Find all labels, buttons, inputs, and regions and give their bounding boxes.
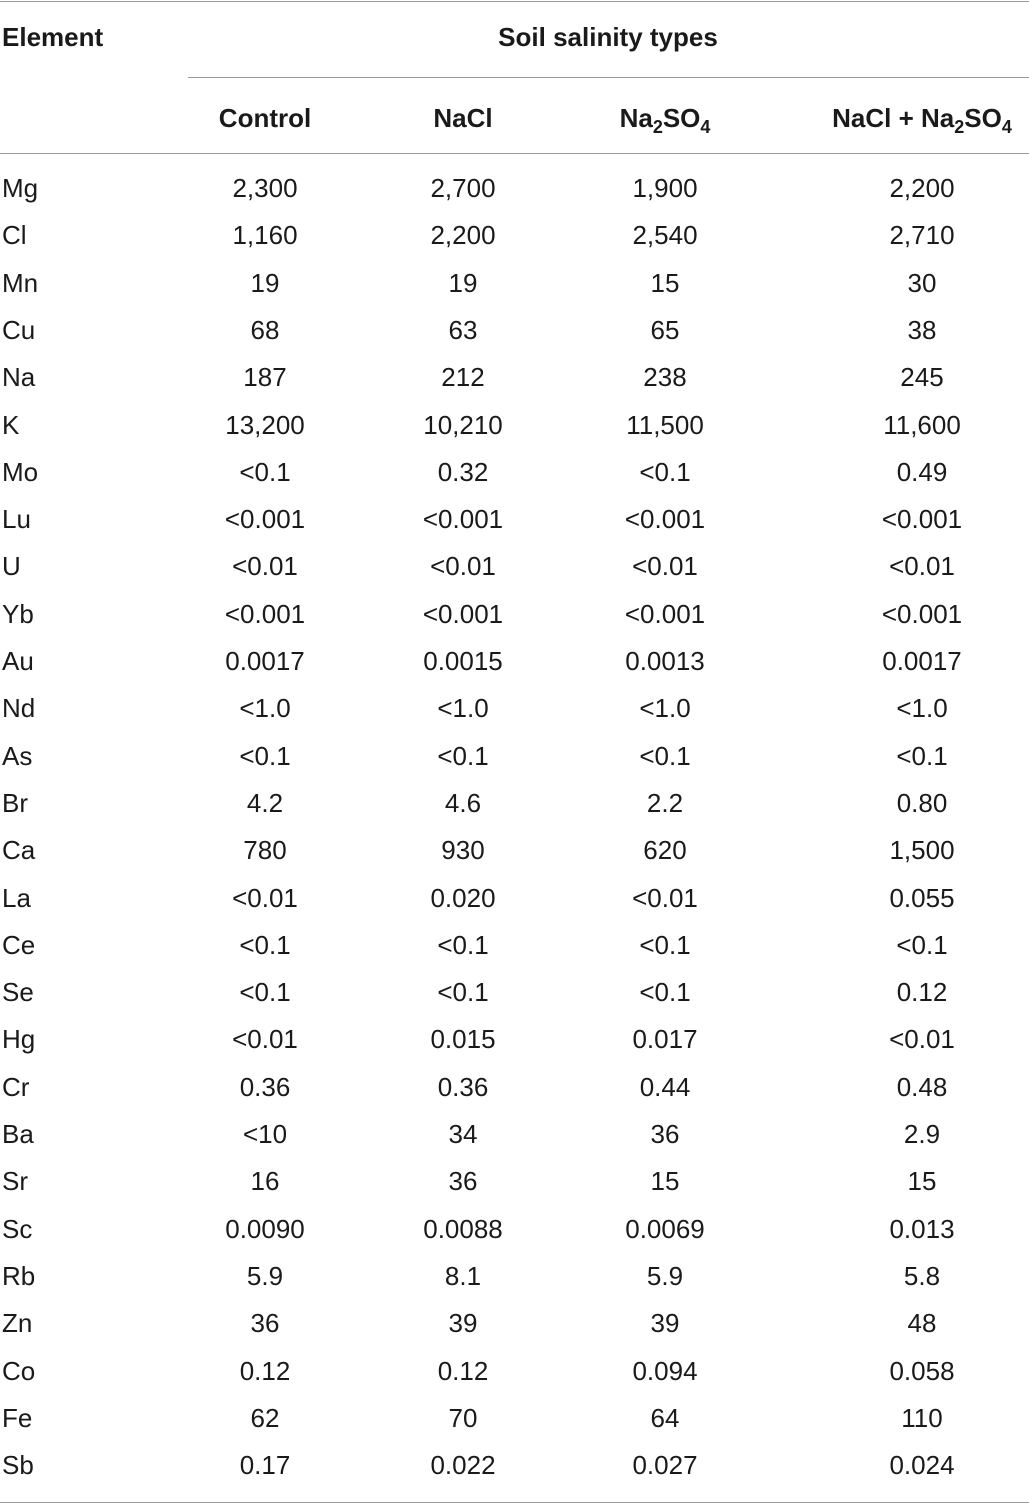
value-cell: 48: [907, 1308, 937, 1339]
value-cell: 34: [448, 1119, 478, 1149]
value-cell: <0.001: [624, 598, 706, 629]
value-cell: 0.024: [889, 1450, 955, 1481]
value-cell: 63: [448, 314, 478, 345]
value-cell: <0.1: [239, 456, 291, 487]
value-cell: 0.017: [632, 1024, 698, 1055]
value-cell: 0.49: [896, 456, 948, 487]
element-cell: Hg: [2, 1024, 36, 1055]
value-cell: 0.0017: [882, 646, 962, 676]
value-cell: 0.0017: [225, 646, 305, 676]
value-cell: 0.0069: [625, 1213, 705, 1244]
table-row: [0, 977, 1029, 1024]
value-cell: <1.0: [639, 693, 691, 724]
value-cell: 0.36: [239, 1071, 291, 1102]
value-cell: <0.1: [239, 977, 291, 1008]
value-cell: 39: [650, 1308, 680, 1339]
value-cell: 65: [650, 314, 680, 345]
table-row: [0, 457, 1029, 504]
value-cell: 0.0090: [225, 1213, 305, 1244]
value-cell: <0.001: [881, 504, 963, 535]
value-cell: <0.1: [896, 929, 948, 960]
value-cell: 0.36: [437, 1071, 489, 1102]
element-cell: Mo: [2, 456, 39, 487]
element-cell: Sc: [2, 1213, 33, 1244]
element-cell: Br: [2, 787, 28, 818]
value-cell: 11,600: [883, 409, 961, 440]
element-cell: Sb: [2, 1450, 34, 1481]
value-cell: <0.1: [437, 977, 489, 1008]
table-row: [0, 1261, 1029, 1308]
value-cell: <0.1: [437, 740, 489, 771]
table-row: [0, 693, 1029, 740]
value-cell: <0.1: [437, 929, 489, 960]
element-cell: K: [2, 409, 20, 440]
value-cell: 2.9: [903, 1119, 941, 1149]
element-cell: Na: [2, 362, 36, 393]
table-row: [0, 315, 1029, 362]
value-cell: <0.1: [239, 929, 291, 960]
table-row: [0, 599, 1029, 646]
value-cell: 62: [250, 1402, 280, 1433]
column-header-nacl-na2so4: NaCl + $Na_2SO_4$: [832, 103, 1012, 137]
value-cell: 8.1: [444, 1260, 482, 1291]
value-cell: <0.01: [889, 551, 955, 582]
value-cell: 0.058: [889, 1355, 955, 1386]
element-cell: Nd: [2, 693, 36, 724]
element-cell: Rb: [2, 1260, 36, 1291]
table-row: [0, 173, 1029, 220]
group-header-rule: [188, 77, 1029, 78]
soil-salinity-group-header: Soil salinity types: [498, 22, 718, 52]
element-cell: Lu: [2, 504, 31, 535]
value-cell: <0.01: [632, 882, 698, 913]
table-row: [0, 1072, 1029, 1119]
value-cell: 1,500: [889, 835, 955, 866]
table-row: [0, 1214, 1029, 1261]
value-cell: 0.12: [239, 1355, 291, 1386]
value-cell: 0.80: [896, 787, 948, 818]
value-cell: 0.48: [896, 1071, 948, 1102]
value-cell: <0.1: [239, 740, 291, 771]
value-cell: 4.2: [246, 787, 284, 818]
header-bottom-rule: [0, 153, 1029, 154]
table-row: [0, 220, 1029, 267]
table-row: [0, 268, 1029, 315]
value-cell: <0.1: [639, 740, 691, 771]
element-cell: La: [2, 882, 31, 913]
value-cell: 0.17: [239, 1450, 291, 1481]
column-header-control: Control: [218, 103, 312, 133]
value-cell: 15: [650, 267, 680, 298]
table-row: [0, 362, 1029, 409]
value-cell: 0.027: [632, 1450, 698, 1481]
value-cell: <0.1: [896, 740, 948, 771]
value-cell: 110: [901, 1402, 943, 1433]
element-cell: Au: [2, 646, 34, 676]
value-cell: 0.0088: [423, 1213, 503, 1244]
value-cell: <0.01: [889, 1024, 955, 1055]
value-cell: 0.022: [430, 1450, 496, 1481]
value-cell: 1,900: [632, 173, 698, 203]
value-cell: 38: [907, 314, 937, 345]
value-cell: 5.8: [903, 1260, 941, 1291]
column-header-na2so4: $Na_2SO_4$: [619, 103, 711, 137]
value-cell: 30: [907, 267, 937, 298]
value-cell: 2,540: [632, 220, 698, 251]
value-cell: 2,200: [430, 220, 496, 251]
table-row: [0, 646, 1029, 693]
element-cell: Cr: [2, 1071, 30, 1102]
value-cell: 39: [448, 1308, 478, 1339]
value-cell: <0.01: [232, 551, 298, 582]
value-cell: <0.01: [232, 882, 298, 913]
column-header-nacl: NaCl: [433, 103, 493, 133]
value-cell: <0.1: [639, 456, 691, 487]
element-cell: Ba: [2, 1119, 34, 1149]
value-cell: 0.0013: [625, 646, 705, 676]
table-row: [0, 1356, 1029, 1403]
table-row: [0, 1450, 1029, 1497]
value-cell: 16: [250, 1166, 280, 1197]
element-cell: Ca: [2, 835, 36, 866]
value-cell: <0.001: [881, 598, 963, 629]
value-cell: 0.094: [632, 1355, 698, 1386]
value-cell: 10,210: [423, 409, 503, 440]
value-cell: 19: [448, 267, 478, 298]
value-cell: 36: [650, 1119, 680, 1149]
value-cell: 4.6: [444, 787, 482, 818]
element-cell: Co: [2, 1355, 36, 1386]
table-row: [0, 788, 1029, 835]
value-cell: 0.055: [889, 882, 955, 913]
value-cell: <0.001: [224, 504, 306, 535]
value-cell: 13,200: [225, 409, 305, 440]
value-cell: <0.01: [430, 551, 496, 582]
table-row: [0, 883, 1029, 930]
value-cell: <0.01: [632, 551, 698, 582]
value-cell: 68: [250, 314, 280, 345]
table-row: [0, 741, 1029, 788]
element-cell: Fe: [2, 1402, 33, 1433]
value-cell: 19: [250, 267, 280, 298]
value-cell: 2,200: [889, 173, 955, 203]
value-cell: 212: [441, 362, 485, 393]
value-cell: 0.44: [639, 1071, 691, 1102]
table-row: [0, 1119, 1029, 1166]
value-cell: <0.01: [232, 1024, 298, 1055]
table-row: [0, 504, 1029, 551]
element-cell: Yb: [2, 598, 34, 629]
table-row: [0, 1308, 1029, 1355]
element-cell: Mn: [2, 267, 39, 298]
table-row: [0, 1024, 1029, 1071]
element-cell: Cu: [2, 314, 36, 345]
value-cell: 0.32: [437, 456, 489, 487]
value-cell: 0.0015: [423, 646, 503, 676]
table-row: [0, 551, 1029, 598]
value-cell: <10: [242, 1119, 288, 1149]
table-row: [0, 1403, 1029, 1450]
value-cell: 64: [650, 1402, 680, 1433]
value-cell: 780: [243, 835, 287, 866]
value-cell: 620: [643, 835, 687, 866]
value-cell: 15: [907, 1166, 937, 1197]
value-cell: 0.020: [430, 882, 496, 913]
value-cell: 2.2: [646, 787, 684, 818]
element-cell: U: [2, 551, 21, 582]
table-row: [0, 1166, 1029, 1213]
table-top-rule: [0, 1, 1029, 2]
value-cell: 2,300: [232, 173, 298, 203]
value-cell: 930: [441, 835, 485, 866]
value-cell: 5.9: [246, 1260, 284, 1291]
value-cell: 2,710: [889, 220, 955, 251]
value-cell: <0.001: [224, 598, 306, 629]
table-row: [0, 930, 1029, 977]
table-bottom-rule: [0, 1502, 1029, 1503]
value-cell: <0.1: [639, 929, 691, 960]
element-cell: Zn: [2, 1308, 33, 1339]
element-cell: Se: [2, 977, 34, 1008]
value-cell: 0.015: [430, 1024, 496, 1055]
value-cell: 15: [650, 1166, 680, 1197]
element-cell: As: [2, 740, 33, 771]
element-cell: Sr: [2, 1166, 28, 1197]
value-cell: <1.0: [896, 693, 948, 724]
value-cell: <0.001: [624, 504, 706, 535]
value-cell: 0.12: [896, 977, 948, 1008]
element-cell: Ce: [2, 929, 36, 960]
value-cell: <0.001: [422, 504, 504, 535]
value-cell: 11,500: [626, 409, 704, 440]
value-cell: 0.12: [437, 1355, 489, 1386]
value-cell: 0.013: [889, 1213, 955, 1244]
value-cell: 5.9: [646, 1260, 684, 1291]
value-cell: <0.1: [639, 977, 691, 1008]
value-cell: 187: [243, 362, 287, 393]
value-cell: 2,700: [430, 173, 496, 203]
element-cell: Cl: [2, 220, 27, 251]
value-cell: 36: [448, 1166, 478, 1197]
table-row: [0, 835, 1029, 882]
value-cell: 245: [900, 362, 944, 393]
value-cell: 238: [643, 362, 687, 393]
value-cell: <0.001: [422, 598, 504, 629]
value-cell: 1,160: [232, 220, 298, 251]
value-cell: 70: [448, 1402, 478, 1433]
table-row: [0, 410, 1029, 457]
value-cell: <1.0: [239, 693, 291, 724]
value-cell: <1.0: [437, 693, 489, 724]
element-cell: Mg: [2, 173, 39, 203]
value-cell: 36: [250, 1308, 280, 1339]
element-column-header: Element: [2, 22, 104, 52]
